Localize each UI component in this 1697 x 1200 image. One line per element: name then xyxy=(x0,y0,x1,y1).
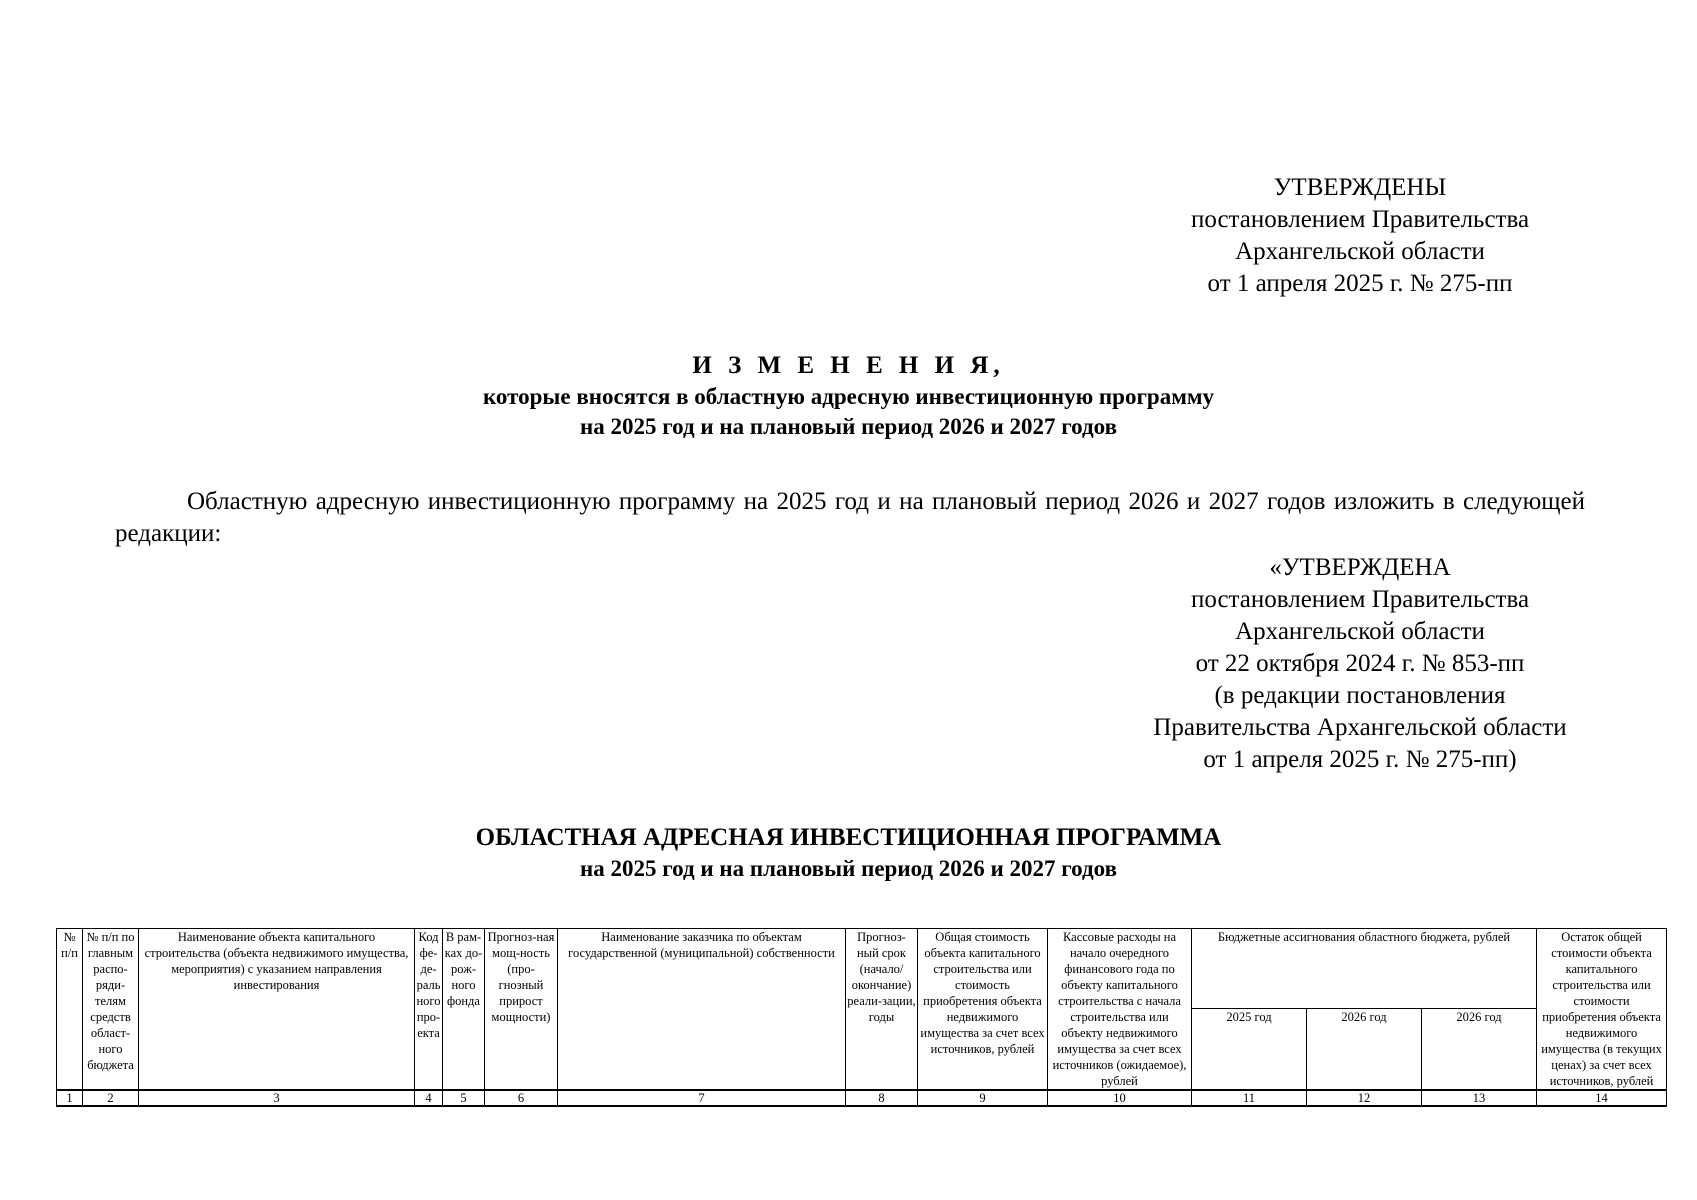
column-number-row xyxy=(57,1090,1667,1106)
approval-stamp-inner xyxy=(1080,552,1640,776)
approval-line: от 22 октября 2024 г. № 853-пп xyxy=(1195,650,1525,677)
header-cell: № п/п по главным распо-ряди-телям средств област-ного бюджета xyxy=(83,929,139,1091)
column-number-cell: 1 xyxy=(57,1090,83,1106)
column-number-cell: 14 xyxy=(1537,1090,1667,1106)
table-header-row xyxy=(57,929,1667,1009)
column-number-cell: 5 xyxy=(443,1090,485,1106)
intro-paragraph: Областную адресную инвестиционную программу на 2025 год и на плановый период 2026 и 2027 годов изложить в следующей редакции: xyxy=(115,488,1585,547)
year-header-cell: 2025 год xyxy=(1192,1008,1307,1090)
header-cell: Код фе-де-раль ного про-екта xyxy=(415,929,443,1091)
header-cell: Прогноз-ный срок (начало/ окончание) реали-зации, годы xyxy=(846,929,918,1091)
header-cell: Общая стоимость объекта капитального строительства или стоимость приобретения объекта недвижимого имущества за счет всех источников, рублей xyxy=(918,929,1048,1091)
changes-heading: И З М Е Н Е Н И Я, xyxy=(692,352,1005,379)
approval-line: Архангельской области xyxy=(1235,618,1485,645)
column-number-cell: 7 xyxy=(558,1090,846,1106)
header-cell: Кассовые расходы на начало очередного финансового года по объекту капитального строительства с начала строительства или объекту недвижимого имущества за счет всех источников (ожидаемое), рублей xyxy=(1048,929,1192,1091)
changes-subtitle-line1: которые вносятся в областную адресную инвестиционную программу xyxy=(482,384,1215,409)
program-table xyxy=(56,928,1667,1107)
column-number-cell: 3 xyxy=(139,1090,415,1106)
approval-line: Правительства Архангельской области xyxy=(1153,714,1567,741)
column-number-cell: 10 xyxy=(1048,1090,1192,1106)
approval-line: постановлением Правительства xyxy=(1190,206,1530,233)
changes-title xyxy=(0,350,1697,442)
column-number-cell: 9 xyxy=(918,1090,1048,1106)
approval-line: постановлением Правительства xyxy=(1190,586,1530,613)
header-cell: Бюджетные ассигнования областного бюджета, рублей xyxy=(1192,929,1537,1009)
header-cell: № п/п xyxy=(57,929,83,1091)
column-number-cell: 4 xyxy=(415,1090,443,1106)
approval-stamp-top xyxy=(1140,172,1580,300)
approval-line: от 1 апреля 2025 г. № 275-пп xyxy=(1207,270,1513,297)
header-cell: Остаток общей стоимости объекта капитального строительства или стоимости приобретения объекта недвижимого имущества (в текущих ценах) за счет всех источников, рублей xyxy=(1537,929,1667,1091)
approval-line: УТВЕРЖДЕНЫ xyxy=(1273,174,1447,201)
approval-line: «УТВЕРЖДЕНА xyxy=(1269,554,1451,581)
column-number-cell: 12 xyxy=(1307,1090,1422,1106)
column-number-cell: 6 xyxy=(485,1090,558,1106)
column-number-cell: 2 xyxy=(83,1090,139,1106)
header-cell: В рам-ках до-рож-ного фонда xyxy=(443,929,485,1091)
column-number-cell: 8 xyxy=(846,1090,918,1106)
program-heading: ОБЛАСТНАЯ АДРЕСНАЯ ИНВЕСТИЦИОННАЯ ПРОГРАММА xyxy=(475,824,1222,851)
program-subtitle: на 2025 год и на плановый период 2026 и 2027 годов xyxy=(580,856,1117,881)
column-number-cell: 11 xyxy=(1192,1090,1307,1106)
header-cell: Наименование заказчика по объектам государственной (муниципальной) собственности xyxy=(558,929,846,1091)
approval-line: от 1 апреля 2025 г. № 275-пп) xyxy=(1203,746,1517,773)
changes-subtitle-line2: на 2025 год и на плановый период 2026 и 2027 годов xyxy=(580,414,1117,439)
header-cell: Прогноз-ная мощ-ность (про-гнозный прирост мощности) xyxy=(485,929,558,1091)
approval-line: (в редакции постановления xyxy=(1214,682,1506,709)
year-header-cell: 2026 год xyxy=(1422,1008,1537,1090)
approval-line: Архангельской области xyxy=(1235,238,1485,265)
header-cell: Наименование объекта капитального строительства (объекта недвижимого имущества, мероприятия) с указанием направления инвестирования xyxy=(139,929,415,1091)
program-title xyxy=(0,822,1697,884)
column-number-cell: 13 xyxy=(1422,1090,1537,1106)
year-header-cell: 2026 год xyxy=(1307,1008,1422,1090)
